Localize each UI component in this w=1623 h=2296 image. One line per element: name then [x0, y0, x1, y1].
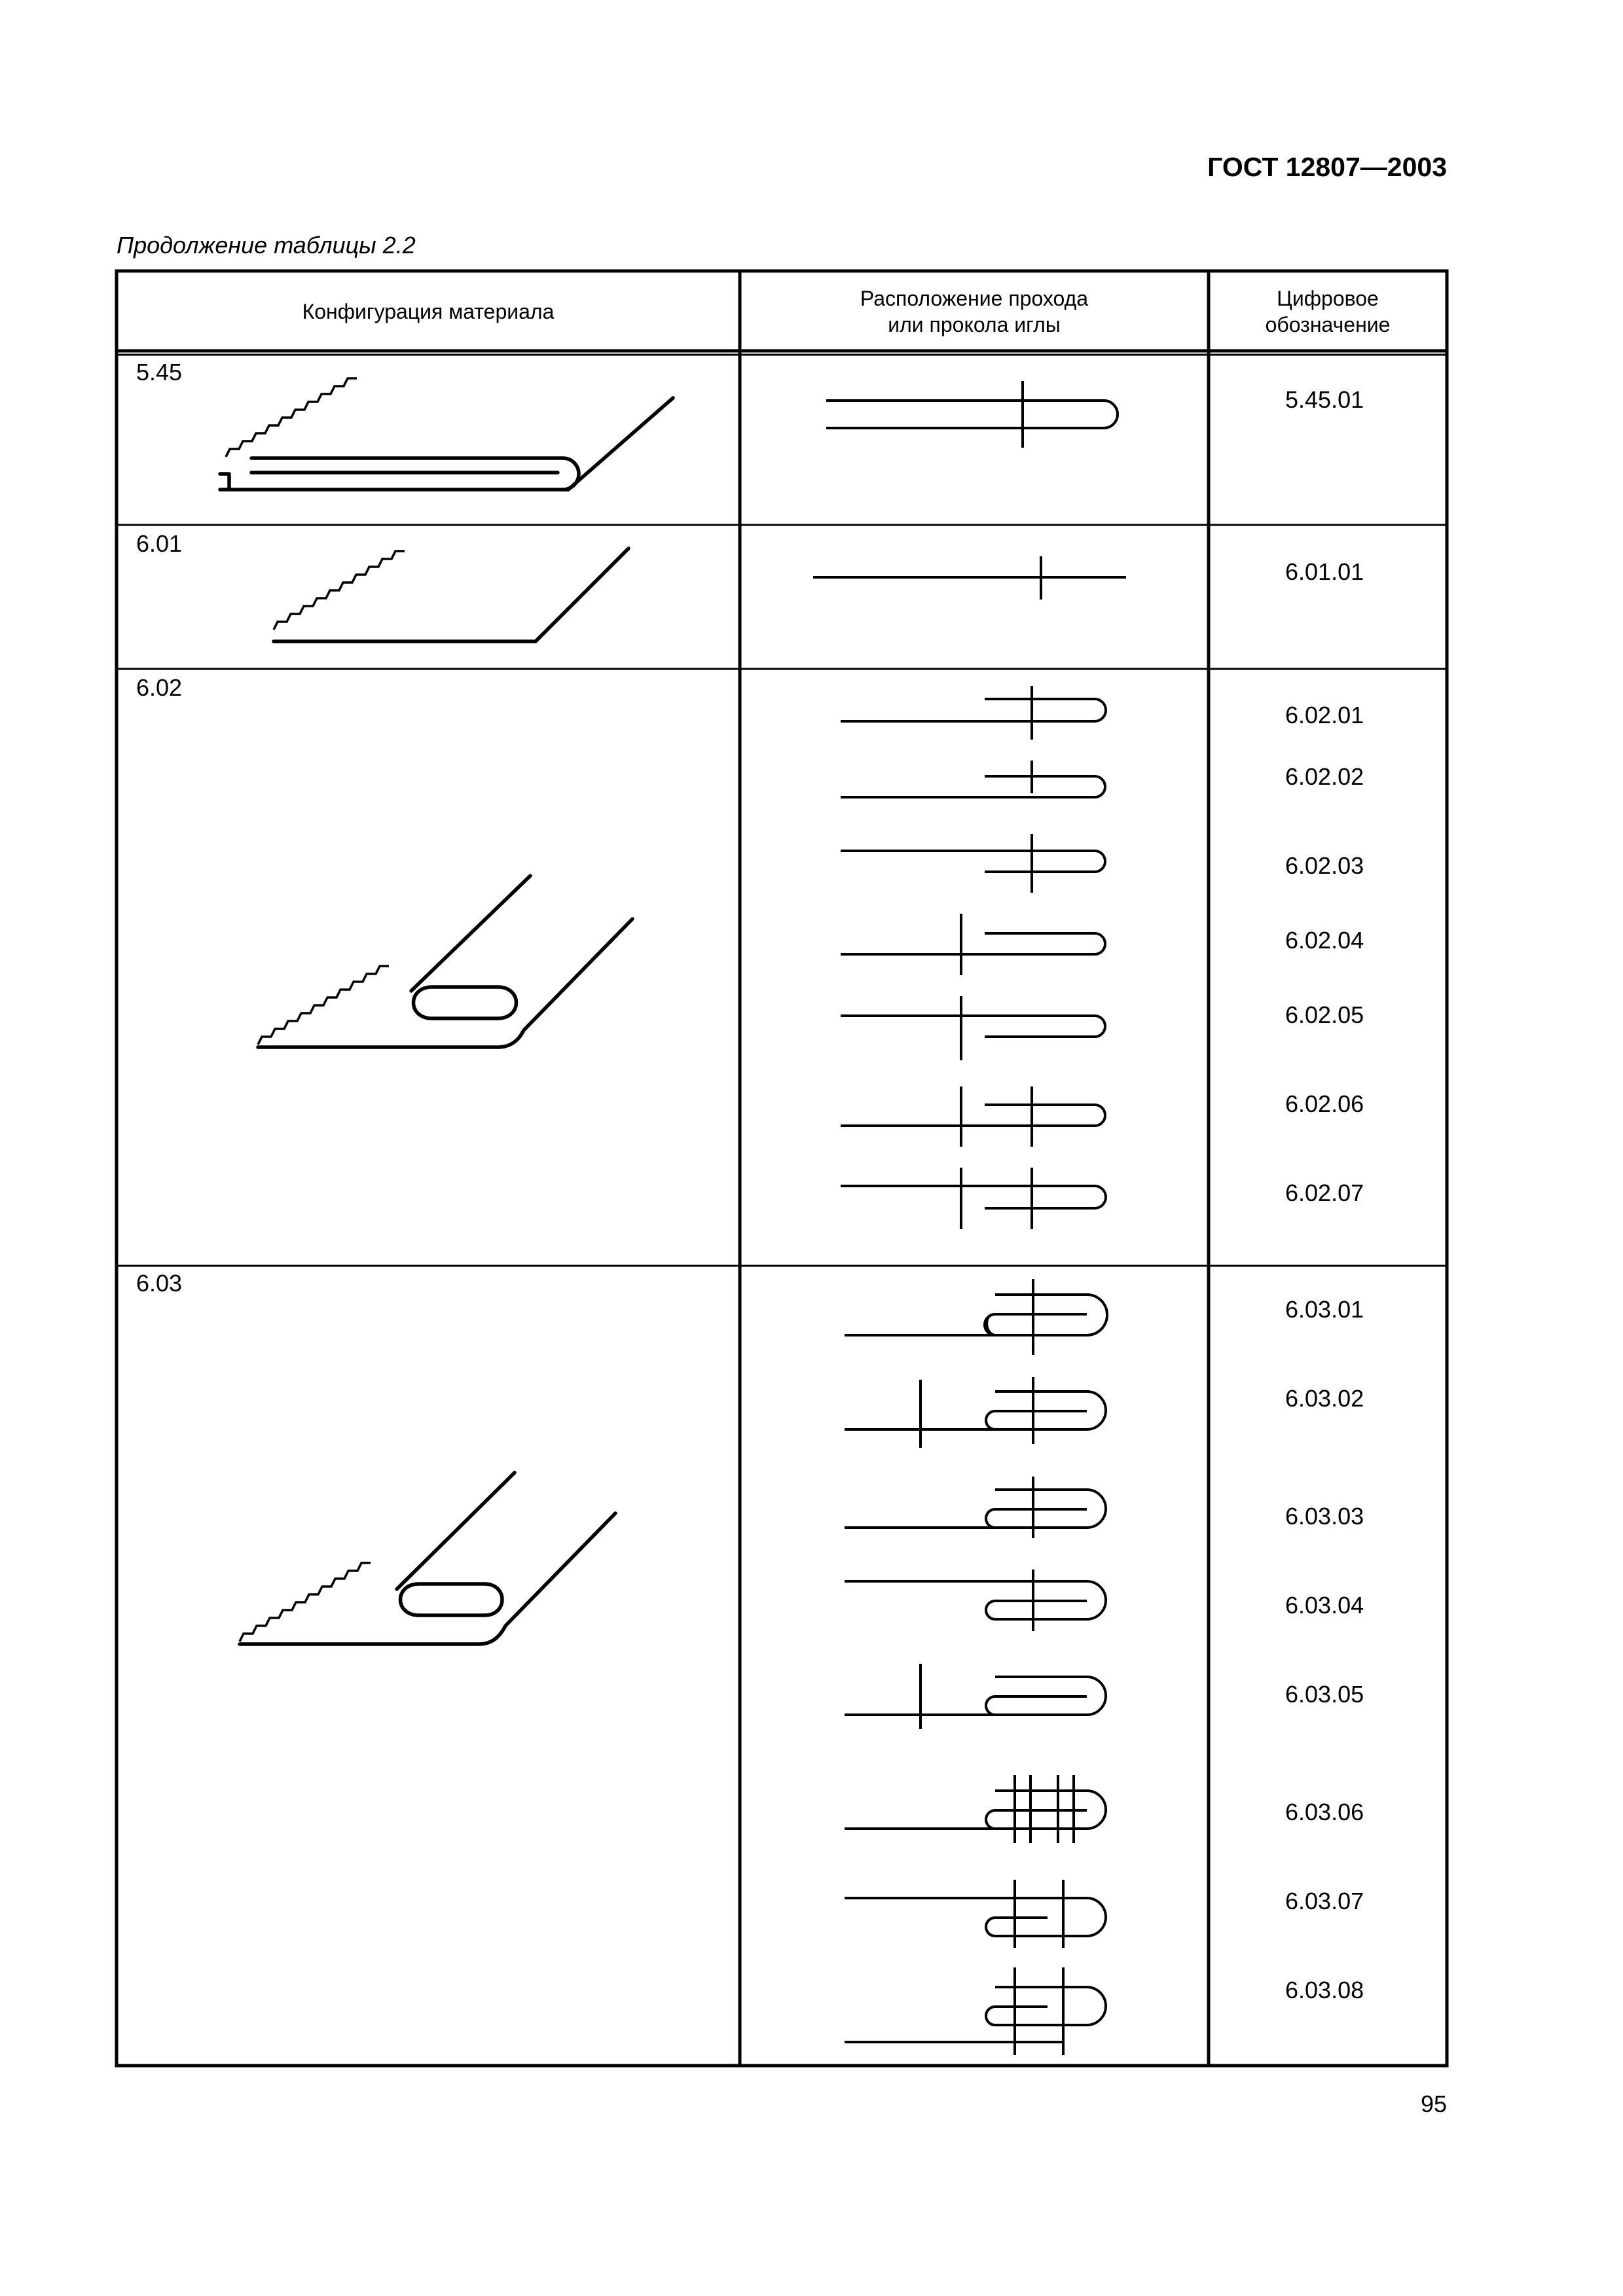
row-number: 6.03: [136, 1270, 183, 1297]
material-figure-6-01: [274, 548, 629, 641]
row-number: 5.45: [136, 359, 183, 386]
seam-diagram-6-03-05: [845, 1664, 1106, 1729]
row-number: 6.01: [136, 530, 183, 557]
table-caption: Продолжение таблицы 2.2: [117, 232, 416, 259]
code-label: 6.02.05: [1285, 1001, 1364, 1028]
code-label: 6.02.02: [1285, 763, 1364, 790]
table-grid: [117, 271, 1447, 2066]
code-label: 6.02.01: [1285, 702, 1364, 728]
seam-diagram-6-03-01: [845, 1279, 1107, 1355]
seam-diagram-6-03-03: [845, 1477, 1106, 1538]
code-label: 6.03.08: [1285, 1977, 1364, 2003]
column-header-line: или прокола иглы: [888, 313, 1061, 336]
seam-diagram-5-45-01: [826, 381, 1118, 448]
code-label: 6.03.07: [1285, 1888, 1364, 1914]
material-figure-5-45: [220, 378, 673, 490]
code-label: 6.02.06: [1285, 1090, 1364, 1117]
seam-diagram-6-02-04: [841, 914, 1105, 975]
code-label: 6.02.07: [1285, 1179, 1364, 1206]
code-label: 6.01.01: [1285, 558, 1364, 585]
column-header-line: Расположение прохода: [860, 287, 1089, 310]
seam-diagram-6-02-06: [841, 1086, 1105, 1147]
seam-diagram-6-03-06: [845, 1775, 1106, 1843]
code-label: 6.03.03: [1285, 1503, 1364, 1530]
seam-diagram-6-02-05: [841, 996, 1105, 1060]
page-number: 95: [1420, 2090, 1447, 2117]
seam-diagram-6-03-07: [845, 1880, 1106, 1948]
table-border: [117, 271, 1447, 2066]
code-label: 6.03.02: [1285, 1385, 1364, 1412]
seam-diagram-6-02-07: [841, 1168, 1106, 1229]
seam-diagram-6-03-08: [845, 1967, 1106, 2055]
code-label: 5.45.01: [1285, 386, 1364, 413]
code-label: 6.03.01: [1285, 1296, 1364, 1323]
code-label: 6.03.06: [1285, 1799, 1364, 1825]
column-header-line: Конфигурация материала: [302, 300, 555, 323]
seam-diagram-6-01-01: [813, 556, 1126, 600]
seam-diagram-6-02-03: [841, 834, 1105, 893]
code-label: 6.02.03: [1285, 852, 1364, 879]
material-figure-6-02: [258, 876, 632, 1047]
seam-diagram-6-02-01: [841, 686, 1106, 740]
document-header: ГОСТ 12807—2003: [1207, 152, 1447, 182]
code-label: 6.03.04: [1285, 1592, 1364, 1619]
seam-diagram-6-03-02: [845, 1377, 1106, 1448]
row-number: 6.02: [136, 674, 183, 701]
code-label: 6.03.05: [1285, 1681, 1364, 1708]
code-label: 6.02.04: [1285, 927, 1364, 954]
material-figure-6-03: [240, 1473, 615, 1644]
seam-diagram-6-02-02: [841, 761, 1105, 797]
seam-diagram-6-03-04: [845, 1570, 1106, 1631]
column-header-line: обозначение: [1265, 313, 1391, 336]
column-header-line: Цифровое: [1277, 287, 1379, 310]
